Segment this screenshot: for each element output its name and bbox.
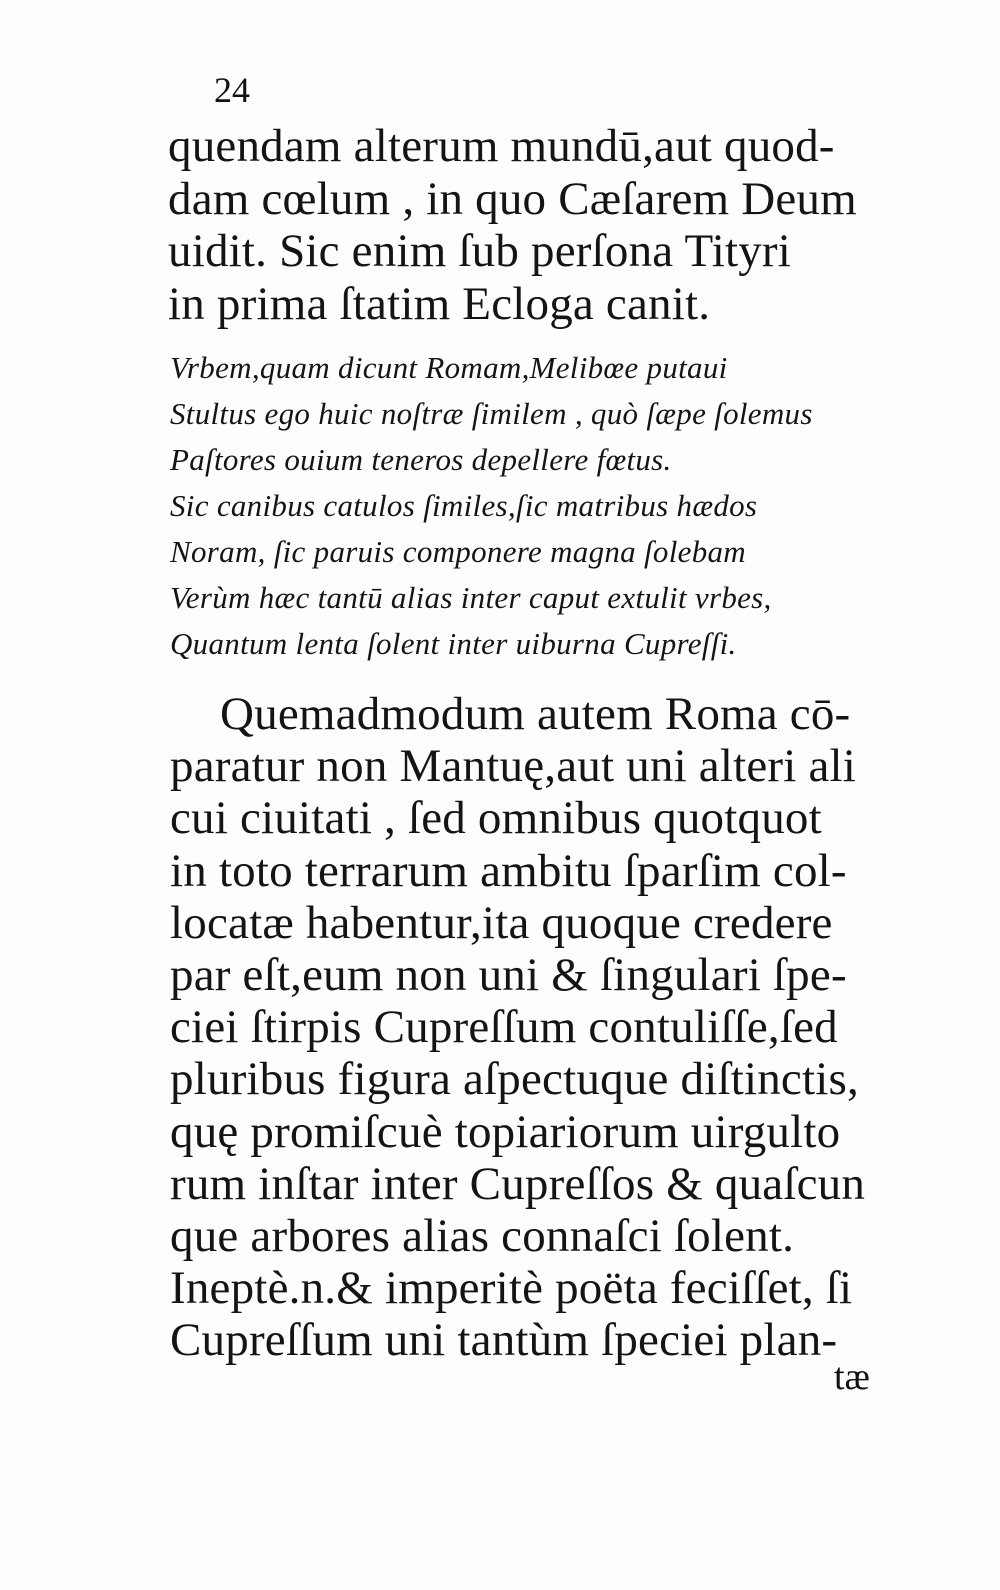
page-number: 24: [214, 70, 250, 110]
verse-quotation: [170, 345, 890, 667]
verse-line: Stultus ego huic noſtræ ſimilem , quò ſæpe ſolemus: [170, 396, 813, 431]
text-line: dam cœlum , in quo Cæſarem Deum: [168, 172, 857, 225]
verse-line: Sic canibus catulos ſimiles,ſic matribus hædos: [170, 488, 758, 523]
verse-line: Noram, ſic paruis componere magna ſolebam: [170, 534, 746, 569]
text-line: Quemadmodum autem Roma cō-: [220, 688, 851, 740]
text-line: rum inſtar inter Cupreſſos & quaſcun: [170, 1157, 866, 1210]
text-line: quę promiſcuè topiariorum uirgulto: [170, 1105, 841, 1158]
text-line: par eſt,eum non uni & ſingulari ſpe-: [170, 949, 847, 1002]
text-line: Ineptè.n.& imperitè poëta feciſſet, ſi: [170, 1262, 853, 1315]
verse-line: Paſtores ouium teneros depellere fœtus.: [170, 442, 672, 477]
text-line: cui ciuitati , ſed omnibus quotquot: [170, 792, 822, 845]
text-line: in prima ſtatim Ecloga canit.: [168, 277, 711, 330]
verse-line: Verùm hæc tantū alias inter caput extulit vrbes,: [170, 580, 772, 615]
text-line: que arbores alias connaſci ſolent.: [170, 1210, 795, 1263]
text-line: locatæ habentur,ita quoque credere: [170, 896, 833, 949]
text-line: pluribus figura aſpectuque diſtinctis,: [170, 1053, 859, 1106]
text-line: ciei ſtirpis Cupreſſum contuliſſe,ſed: [170, 1001, 838, 1054]
verse-line: Vrbem,quam dicunt Romam,Melibœe putaui: [170, 350, 728, 385]
catchword: tæ: [834, 1356, 870, 1398]
verse-line: Quantum lenta ſolent inter uiburna Cupreſſi.: [170, 626, 737, 661]
text-line: Cupreſſum uni tantùm ſpeciei plan-: [170, 1314, 838, 1367]
text-line: uidit. Sic enim ſub perſona Tityri: [168, 225, 792, 277]
paragraph-1: [168, 120, 898, 330]
text-line: quendam alterum mundū,aut quod-: [168, 120, 835, 172]
paragraph-2: [170, 688, 900, 1367]
text-line: in toto terrarum ambitu ſparſim col-: [170, 844, 847, 897]
text-line: paratur non Mantuę,aut uni alteri ali: [170, 740, 857, 793]
